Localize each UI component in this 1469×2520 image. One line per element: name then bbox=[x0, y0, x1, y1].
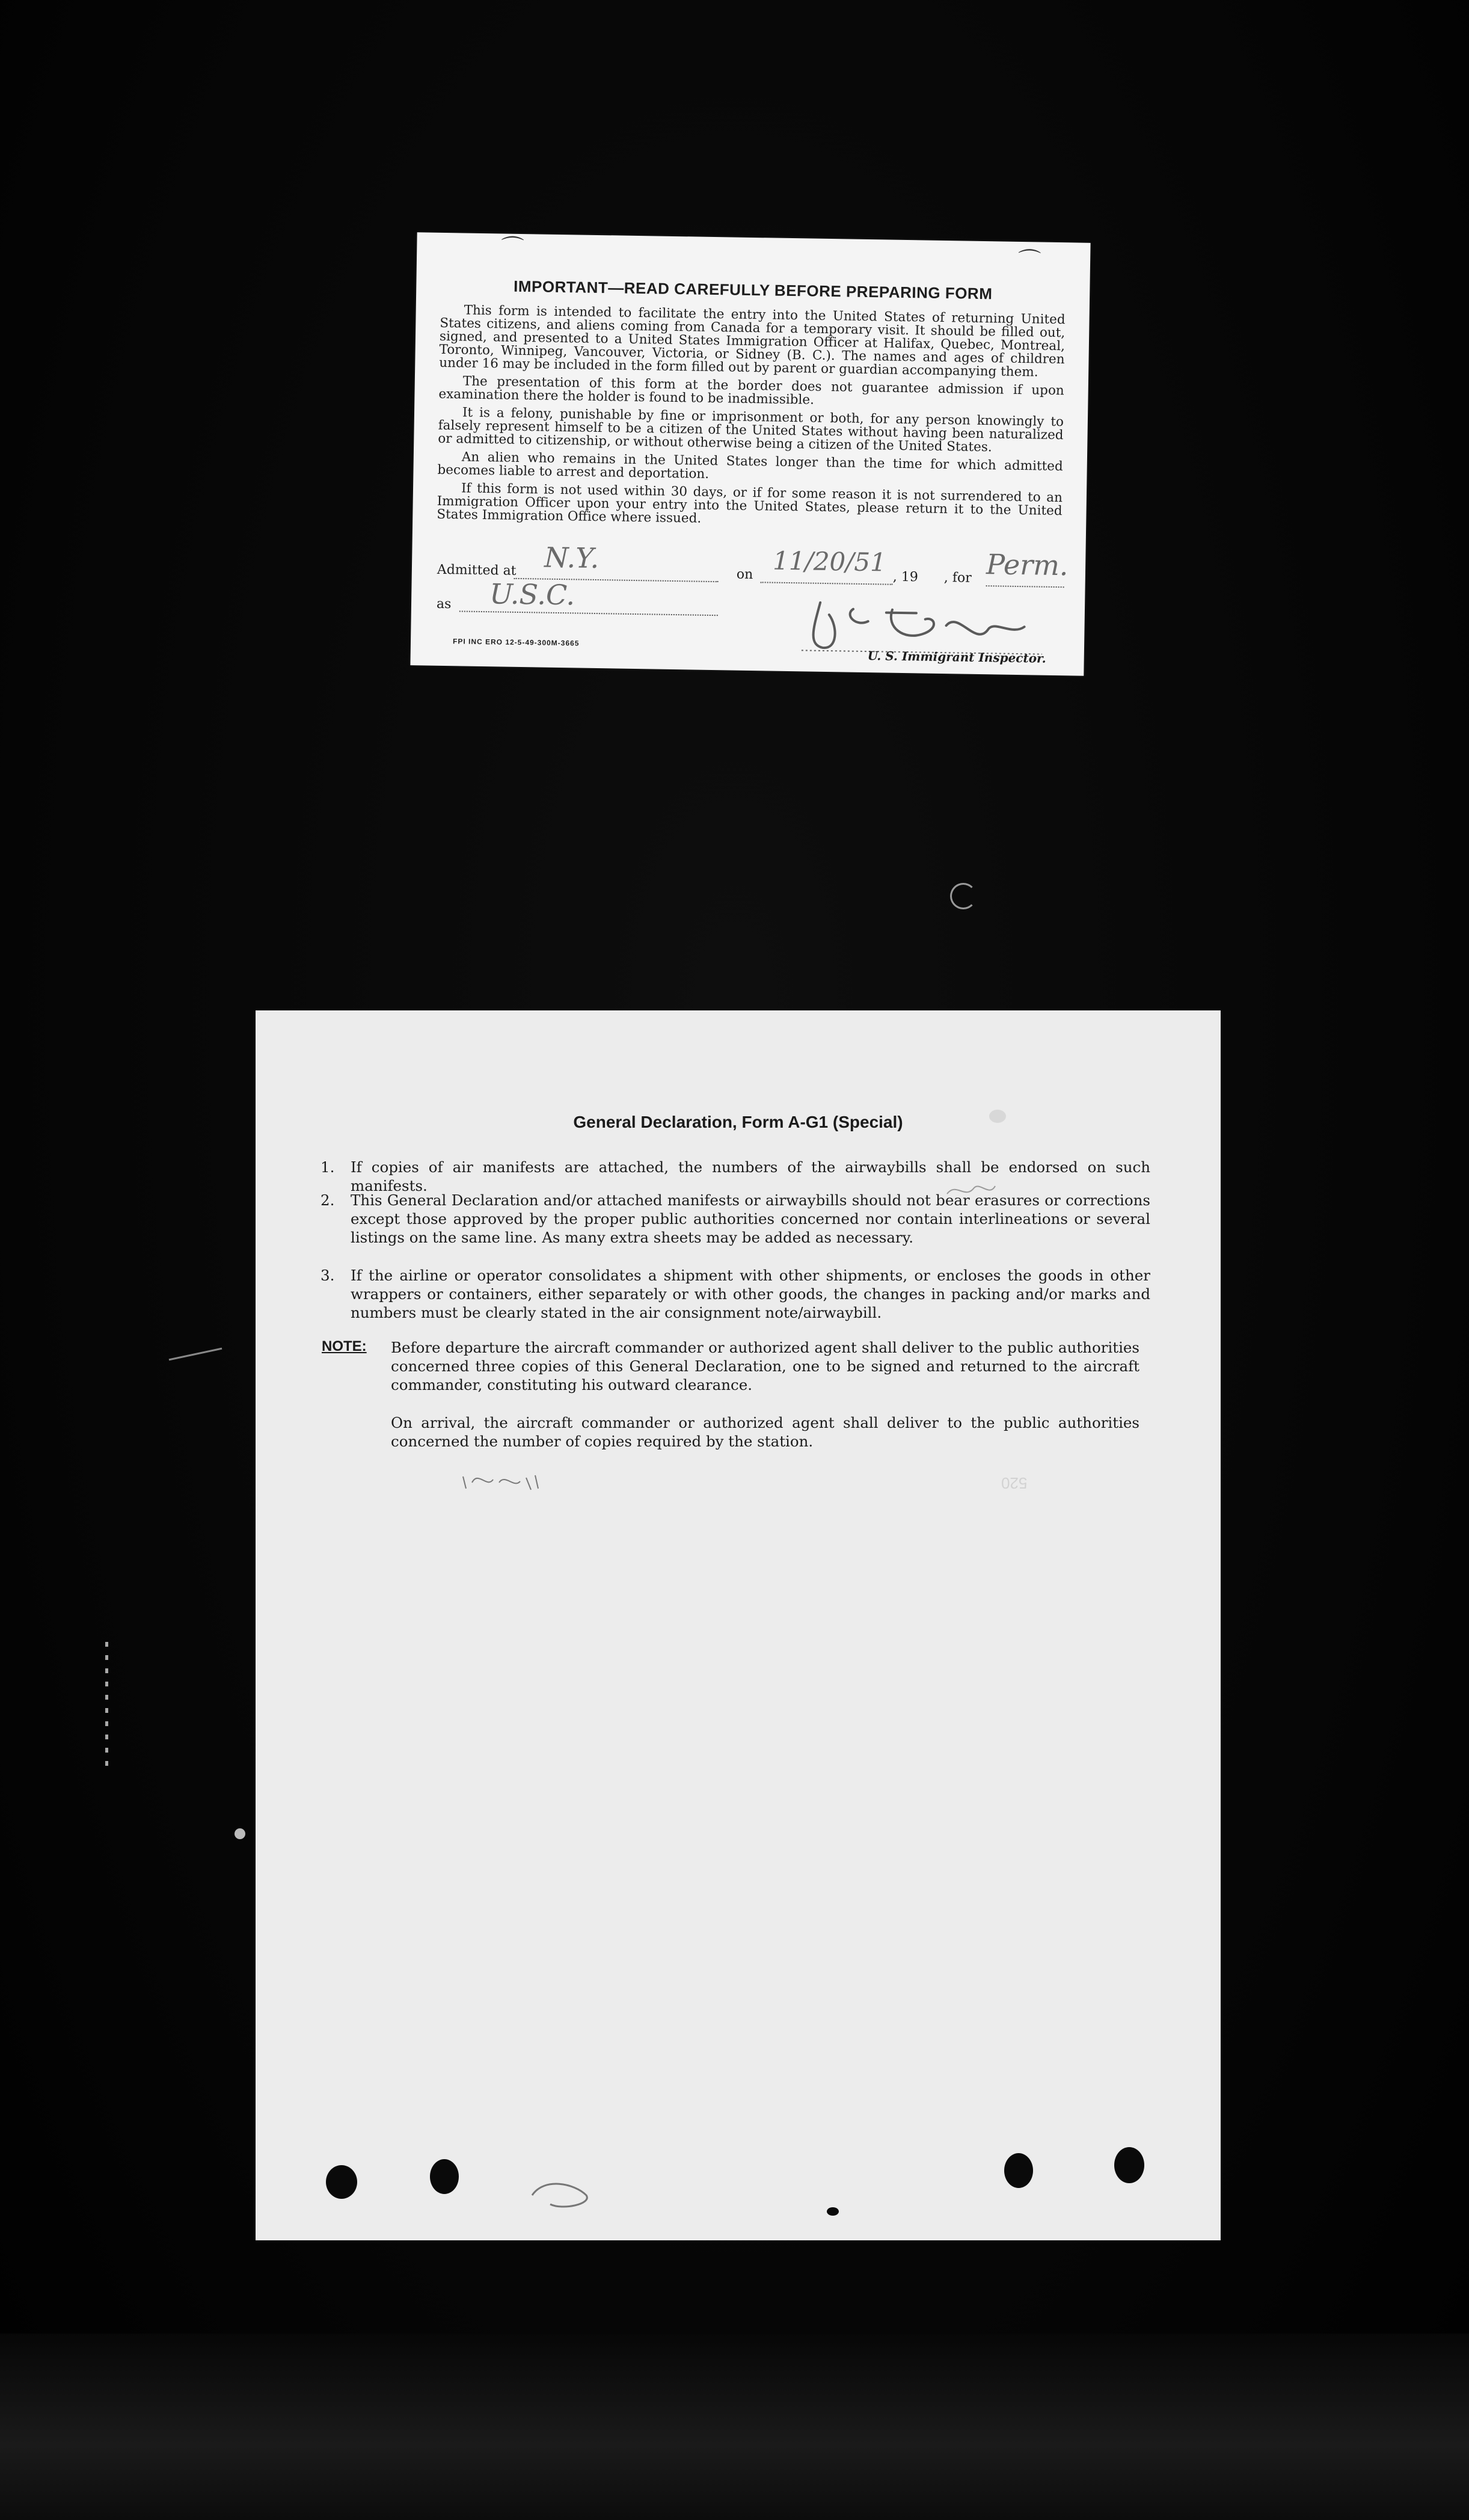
punch-hole bbox=[326, 2165, 357, 2199]
faint-handwriting-mark bbox=[944, 1179, 998, 1203]
card-curl-mark-left: ⌒ bbox=[500, 234, 524, 262]
faint-handwriting-mark bbox=[460, 1464, 544, 1495]
note-label: NOTE: bbox=[322, 1338, 367, 1354]
punch-hole bbox=[1004, 2153, 1033, 2188]
paper-damage-spot bbox=[827, 2207, 839, 2216]
card-instructions bbox=[437, 304, 1066, 536]
film-strip-edge bbox=[0, 2334, 1469, 2520]
year-prefix: , 19 bbox=[892, 569, 918, 585]
card-paragraph: This form is intended to facilitate the entry into the United States of returning United States citizens, and aliens coming from Canada for a temporary visit. It should be filled out, signed, and presented to a United States Immigration Officer at Halifax, Quebec, Montreal, Toronto, Winnipeg, Vancouver, Victoria, or Sidney (B. C.). The names and ages of children under 16 may be included in the form filled out by parent or guardian accompanying them. bbox=[439, 303, 1066, 380]
for-value: Perm. bbox=[986, 548, 1069, 582]
scan-artifact bbox=[235, 1828, 245, 1839]
note-paragraph: On arrival, the aircraft commander or authorized agent shall deliver to the public authorities concerned the number of copies required by the station. bbox=[391, 1414, 1139, 1450]
card-paragraph: The presentation of this form at the border does not guarantee admission if upon examination there the holder is found to be inadmissible. bbox=[438, 373, 1064, 408]
immigration-card bbox=[410, 232, 1090, 676]
bleed-through-mark: 520 bbox=[1001, 1474, 1028, 1492]
item-number: 3. bbox=[320, 1267, 335, 1284]
card-paragraph: If this form is not used within 30 days, or if for some reason it is not surrendered to an Immigration Officer upon your entry into the United States, please return it to the United States Immigration Office where issued. bbox=[437, 481, 1063, 526]
scan-artifact-streak bbox=[105, 1642, 108, 1774]
declaration-item bbox=[320, 1158, 1150, 1194]
general-declaration-sheet bbox=[256, 1010, 1221, 2240]
note-paragraph: Before departure the aircraft commander or authorized agent shall deliver to the public authorities concerned three copies of this General Declaration, one to be signed and returned to the aircraft commander, constituting his outward clearance. bbox=[391, 1339, 1139, 1394]
card-title: IMPORTANT—READ CAREFULLY BEFORE PREPARING FORM bbox=[513, 277, 993, 303]
item-number: 1. bbox=[320, 1158, 335, 1176]
printer-code: FPI INC ERO 12-5-49-300M-3665 bbox=[452, 637, 580, 648]
for-label: , for bbox=[943, 570, 972, 586]
as-label: as bbox=[436, 596, 452, 612]
item-number: 2. bbox=[320, 1191, 335, 1209]
date-value: 11/20/51 bbox=[772, 545, 887, 577]
item-text: If the airline or operator consolidates a shipment with other shipments, or encloses the goods in other wrappers or containers, either separately or with other goods, the changes in packing and/or marks and numbers must be clearly stated in the air consignment note/airwaybill. bbox=[351, 1267, 1150, 1321]
on-label: on bbox=[736, 567, 753, 583]
inspector-label: U. S. Immigrant Inspector. bbox=[867, 648, 1046, 666]
card-paragraph: An alien who remains in the United States longer than the time for which admitted becomes liable to arrest and deportation. bbox=[437, 449, 1063, 482]
punch-hole bbox=[1114, 2147, 1144, 2183]
admitted-at-value: N.Y. bbox=[544, 541, 600, 575]
card-curl-mark-right: ⌒ bbox=[1017, 247, 1041, 274]
scan-artifact-ring bbox=[950, 883, 977, 909]
date-line bbox=[761, 582, 893, 585]
card-paragraph: It is a felony, punishable by fine or imprisonment or both, for any person knowingly to falsely represent himself to be a citizen of the United States without having been naturalized or admitted to citizenship, or without otherwise being a citizen of the United States. bbox=[438, 405, 1064, 455]
item-text: If copies of air manifests are attached, the numbers of the airwaybills shall be endorsed on such manifests. bbox=[351, 1158, 1150, 1194]
declaration-item bbox=[320, 1191, 1150, 1251]
declaration-item bbox=[320, 1266, 1150, 1326]
declaration-title: General Declaration, Form A-G1 (Special) bbox=[573, 1113, 903, 1131]
as-line bbox=[459, 610, 718, 616]
as-value: U.S.C. bbox=[489, 577, 575, 612]
torn-edge-mark bbox=[526, 2177, 610, 2213]
admitted-at-label: Admitted at bbox=[437, 562, 517, 579]
item-text: This General Declaration and/or attached manifests or airwaybills should not bear erasures or corrections except those approved by the proper public authorities concerned nor contain interlineations or several listings on the same line. As many extra sheets may be added as necessary. bbox=[351, 1191, 1150, 1246]
punch-hole bbox=[430, 2159, 459, 2194]
for-line bbox=[986, 585, 1064, 588]
